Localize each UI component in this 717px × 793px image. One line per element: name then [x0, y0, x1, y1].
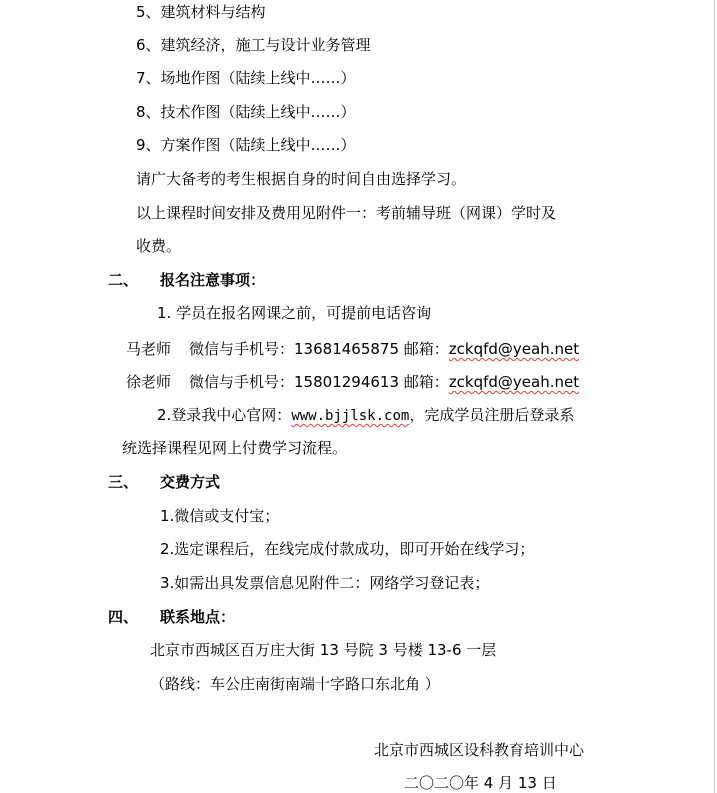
section-3-item-3: 3.如需出具发票信息见附件二：网络学习登记表； — [160, 574, 490, 592]
contact-1-name: 马老师 — [126, 340, 172, 358]
contact-row-1 — [126, 339, 579, 359]
course-item-6: 6、建筑经济，施工与设计业务管理 — [136, 36, 371, 54]
signature-org: 北京市西城区设科教育培训中心 — [374, 741, 585, 759]
section-2-item-2-line2: 统选择课程见网上付费学习流程。 — [122, 439, 348, 457]
section-2-heading — [108, 270, 265, 290]
website-link: www.bjjlsk.com — [291, 408, 410, 424]
signature-date: 二〇二〇年 4 月 13 日 — [404, 774, 557, 792]
contact-2-label: 微信与手机号：15801294613 邮箱： — [189, 373, 449, 391]
course-item-7: 7、场地作图（陆续上线中……） — [136, 69, 356, 87]
item-2-prefix: 2.登录我中心官网： — [157, 406, 292, 424]
contact-2-name: 徐老师 — [126, 373, 172, 391]
section-3-number: 三、 — [108, 473, 139, 491]
route-line: （路线：车公庄南街南端十字路口东北角 ） — [150, 675, 440, 693]
contact-1-email: zckqfd@yeah.net — [448, 340, 580, 358]
contact-2-email: zckqfd@yeah.net — [448, 373, 580, 391]
section-2-item-2 — [157, 405, 574, 426]
section-3-item-2: 2.选定课程后，在线完成付款成功，即可开始在线学习； — [160, 540, 535, 558]
section-4-title: 联系地点： — [160, 608, 236, 626]
contact-row-2 — [126, 372, 579, 392]
course-item-5: 5、建筑材料与结构 — [136, 3, 266, 21]
section-4-heading — [108, 607, 235, 627]
section-2-item-1: 1. 学员在报名网课之前，可提前电话咨询 — [157, 304, 432, 322]
section-3-heading — [108, 472, 220, 492]
para-choose: 请广大备考的考生根据自身的时间自由选择学习。 — [136, 170, 467, 188]
section-3-item-1: 1.微信或支付宝； — [160, 507, 280, 525]
item-2-suffix: ，完成学员注册后登录系 — [409, 406, 575, 424]
para-schedule-line2: 收费。 — [136, 237, 182, 255]
course-item-8: 8、技术作图（陆续上线中……） — [136, 103, 356, 121]
section-2-number: 二、 — [108, 271, 139, 289]
section-4-number: 四、 — [108, 608, 139, 626]
para-schedule-line1: 以上课程时间安排及费用见附件一：考前辅导班（网课）学时及 — [136, 204, 557, 222]
section-3-title: 交费方式 — [160, 473, 221, 491]
address-line: 北京市西城区百万庄大街 13 号院 3 号楼 13-6 一层 — [150, 641, 497, 659]
contact-1-label: 微信与手机号：13681465875 邮箱： — [189, 340, 449, 358]
section-2-title: 报名注意事项： — [160, 271, 266, 289]
page-edge — [714, 0, 715, 793]
course-item-9: 9、方案作图（陆续上线中……） — [136, 136, 356, 154]
